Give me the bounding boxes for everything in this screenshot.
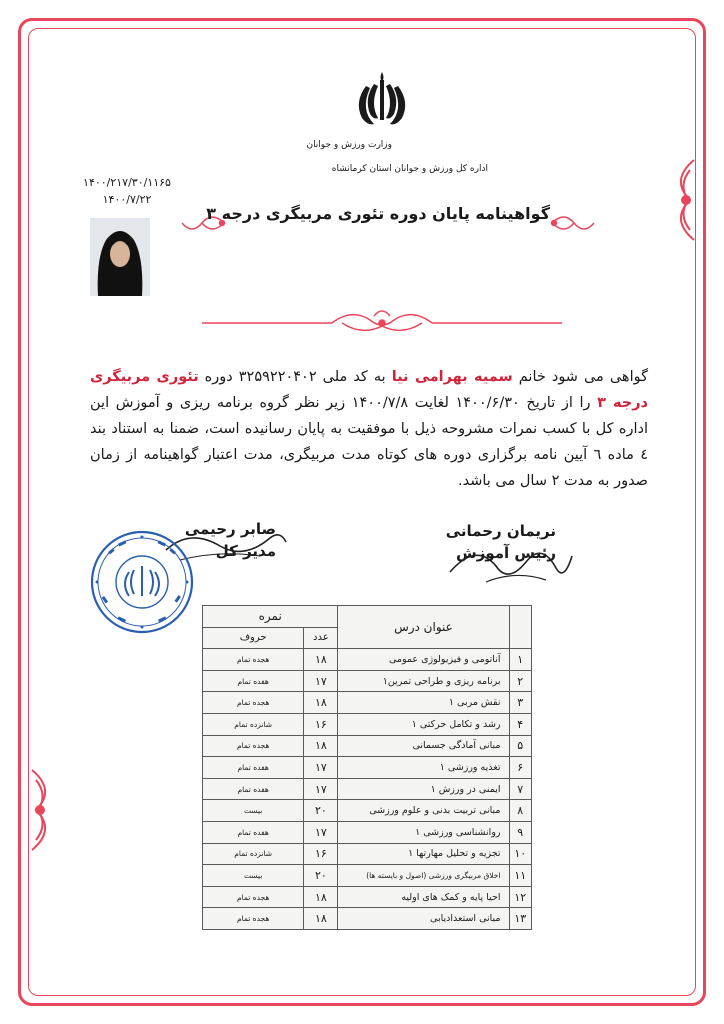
course-title-cell: ایمنی در ورزش ۱ (338, 778, 509, 800)
table-row (203, 908, 532, 930)
course-title-cell: تغذیه ورزشی ۱ (338, 757, 509, 779)
score-words-cell: هفده تمام (203, 821, 304, 843)
national-emblem-icon (352, 68, 412, 132)
signatory-name: صابر رحیمی (184, 520, 276, 538)
issue-date: ۱۴۰۰/۷/۲۲ (102, 193, 152, 206)
bureau-name: اداره کل ورزش و جوانان استان کرمانشاه (331, 164, 488, 174)
table-row (203, 692, 532, 714)
score-digits-cell: ۱۶ (304, 843, 338, 865)
course-title-cell: آناتومی و فیزیولوژی عمومی (338, 649, 509, 671)
certificate-title: گواهینامه پایان دوره تئوری مربیگری درجه ۳ (206, 204, 550, 223)
title-ornament-right (548, 208, 598, 238)
row-number-cell: ۳ (509, 692, 532, 714)
score-digits-cell: ۱۸ (304, 886, 338, 908)
table-header-row (203, 606, 532, 628)
score-digits-cell: ۲۰ (304, 800, 338, 822)
official-stamp (88, 528, 196, 636)
score-words-cell: هفده تمام (203, 778, 304, 800)
body-rest: را از تاریخ ۱۴۰۰/۶/۳۰ لغایت ۱۴۰۰/۷/۸ زیر نظر گروه برنامه ریزی و آموزش این اداره کل با کسب نمرات مشروحه ذیل با موفقیت به پایان رسانیده است، ضمنا به استناد بند ٤ ماده ٦ آیین نامه برگزاری دوره های کوتاه مدت مربیگری، مدت اعتبار گواهینامه از زمان صدور به مدت ۲ سال می باشد. (90, 395, 648, 489)
course-title-cell: روانشناسی ورزشی ۱ (338, 821, 509, 843)
course-title-cell: برنامه ریزی و طراحی تمرین۱ (338, 670, 509, 692)
table-row (203, 670, 532, 692)
body-intro: گواهی می شود خانم (518, 369, 648, 385)
grades-table (202, 605, 532, 930)
score-words-cell: بیست (203, 800, 304, 822)
score-digits-cell: ۱۷ (304, 821, 338, 843)
table-row (203, 843, 532, 865)
table-row (203, 800, 532, 822)
table-row (203, 735, 532, 757)
signatory-role: مدیر کل (215, 542, 276, 560)
table-row (203, 865, 532, 887)
divider-ornament (202, 306, 562, 340)
row-number-cell: ۵ (509, 735, 532, 757)
reference-number: ۱۴۰۰/۲۱۷/۳۰/۱۱۶۵ (83, 176, 171, 189)
signatory-role: رئیس آموزش (456, 544, 556, 562)
score-words-cell: هجده تمام (203, 692, 304, 714)
score-digits-cell: ۱۸ (304, 908, 338, 930)
score-digits-cell: ۱۸ (304, 735, 338, 757)
holder-name: سمیه بهرامی نیا (391, 369, 513, 385)
course-title-cell: نقش مربی ۱ (338, 692, 509, 714)
left-side-ornament (26, 760, 62, 860)
course-title-cell: احیا پایه و کمک های اولیه (338, 886, 509, 908)
course-title-cell: اخلاق مربیگری ورزشی (اصول و بایسته ها) (338, 865, 509, 887)
row-number-cell: ۷ (509, 778, 532, 800)
row-number-cell: ۹ (509, 821, 532, 843)
course-title-cell: رشد و تکامل حرکتی ۱ (338, 713, 509, 735)
table-row (203, 778, 532, 800)
course-title-cell: مبانی استعدادیابی (338, 908, 509, 930)
row-number-cell: ۱۳ (509, 908, 532, 930)
table-row (203, 757, 532, 779)
score-words-cell: هجده تمام (203, 735, 304, 757)
table-row (203, 886, 532, 908)
certificate-body (90, 364, 648, 494)
header-number (509, 606, 532, 649)
score-words-cell: هفده تمام (203, 757, 304, 779)
ministry-name: وزارت ورزش و جوانان (306, 140, 392, 150)
score-words-cell: هجده تمام (203, 886, 304, 908)
table-row (203, 649, 532, 671)
row-number-cell: ۱۱ (509, 865, 532, 887)
body-national-id: به کد ملی ۳۲۵۹۲۲۰۴۰۲ دوره (204, 369, 386, 385)
header-course: عنوان درس (338, 606, 509, 649)
score-digits-cell: ۱۷ (304, 757, 338, 779)
course-title-cell: تجزیه و تحلیل مهارتها ۱ (338, 843, 509, 865)
course-name: تئوری مربیگری درجه ۳ (90, 369, 648, 411)
score-digits-cell: ۱۸ (304, 649, 338, 671)
score-words-cell: بیست (203, 865, 304, 887)
score-words-cell: هجده تمام (203, 908, 304, 930)
holder-photo (90, 218, 150, 296)
row-number-cell: ۱ (509, 649, 532, 671)
row-number-cell: ۱۲ (509, 886, 532, 908)
right-side-ornament (664, 150, 700, 250)
table-row (203, 821, 532, 843)
signatory-name: نریمان رحمانی (445, 522, 556, 540)
course-title-cell: مبانی آمادگی جسمانی (338, 735, 509, 757)
score-digits-cell: ۱۷ (304, 778, 338, 800)
header-letters: حروف (203, 627, 304, 649)
row-number-cell: ۶ (509, 757, 532, 779)
score-words-cell: هفده تمام (203, 670, 304, 692)
course-title-cell: مبانی تربیت بدنی و علوم ورزشی (338, 800, 509, 822)
handwritten-signature-right (446, 532, 576, 592)
score-digits-cell: ۱۶ (304, 713, 338, 735)
row-number-cell: ۴ (509, 713, 532, 735)
score-words-cell: هجده تمام (203, 649, 304, 671)
score-digits-cell: ۲۰ (304, 865, 338, 887)
row-number-cell: ۲ (509, 670, 532, 692)
row-number-cell: ۸ (509, 800, 532, 822)
row-number-cell: ۱۰ (509, 843, 532, 865)
score-digits-cell: ۱۷ (304, 670, 338, 692)
header-grade: نمره (203, 606, 338, 628)
score-words-cell: شانزده تمام (203, 843, 304, 865)
score-words-cell: شانزده تمام (203, 713, 304, 735)
table-row (203, 713, 532, 735)
header-digits: عدد (304, 627, 338, 649)
score-digits-cell: ۱۸ (304, 692, 338, 714)
